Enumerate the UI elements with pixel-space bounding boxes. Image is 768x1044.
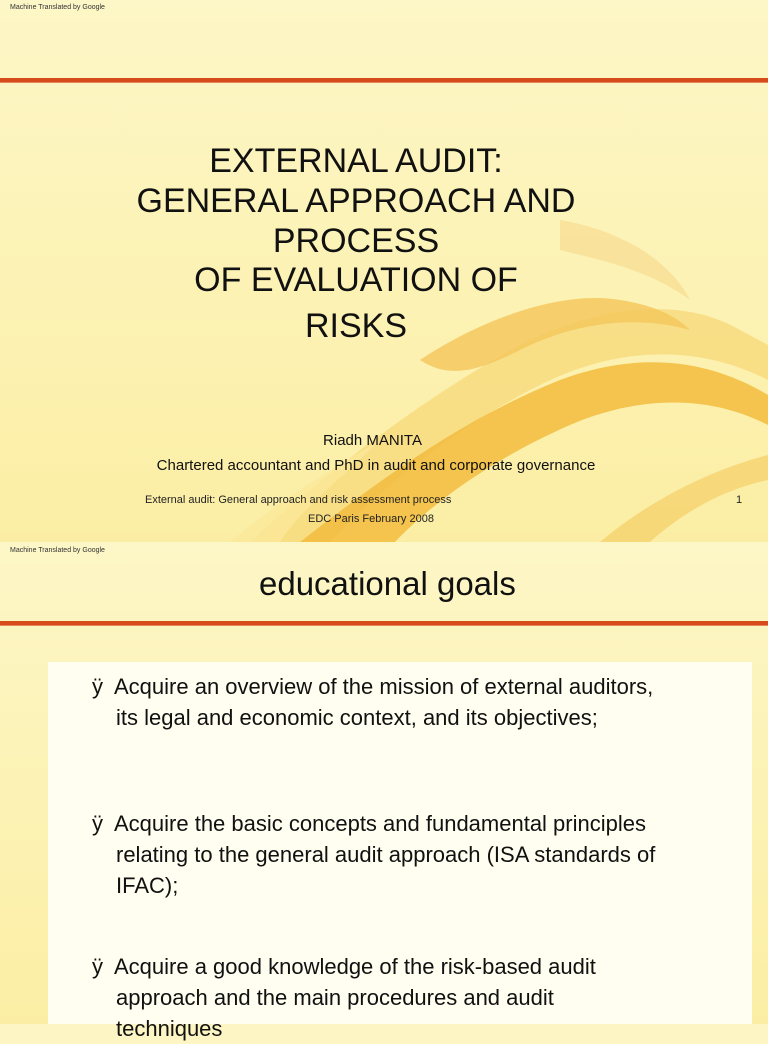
bullet-marker: ÿ [92,811,103,836]
bullet-text: Acquire the basic concepts and fundamental principles [114,811,646,836]
list-item [92,951,742,1044]
bullet-text: its legal and economic context, and its objectives; [116,705,598,730]
title-line: GENERAL APPROACH AND [136,181,576,220]
bullet-text: Acquire an overview of the mission of external auditors, [114,674,654,699]
bullet-text: approach and the main procedures and audit [116,985,554,1010]
slide-title: educational goals [259,565,516,602]
title-line: RISKS [304,307,408,346]
title-line: EXTERNAL AUDIT: [209,142,503,180]
bullet-text: relating to the general audit approach (ISA standards of [116,842,656,867]
author-name: Riadh MANITA [323,432,422,449]
title-line: OF EVALUATION OF [194,261,518,300]
machine-translation-label: Machine Translated by Google [10,4,105,11]
slide-title [100,142,612,347]
bullet-text: techniques [116,1016,223,1041]
author-affiliation: Chartered accountant and PhD in audit and corporate governance [156,457,596,474]
footer-title: External audit: General approach and risk assessment process [145,494,452,506]
bullet-marker: ÿ [92,674,103,699]
page-number: 1 [736,494,743,506]
title-line: PROCESS [272,221,440,260]
machine-translation-label: Machine Translated by Google [10,547,105,554]
list-item [92,671,742,733]
bullet-text: Acquire a good knowledge of the risk-based audit [114,954,596,979]
header-rule [0,78,768,82]
list-item [92,808,742,901]
header-rule [0,621,768,625]
footer-event: EDC Paris February 2008 [308,513,434,525]
bullet-marker: ÿ [92,954,103,979]
bullet-text: IFAC); [116,873,179,898]
